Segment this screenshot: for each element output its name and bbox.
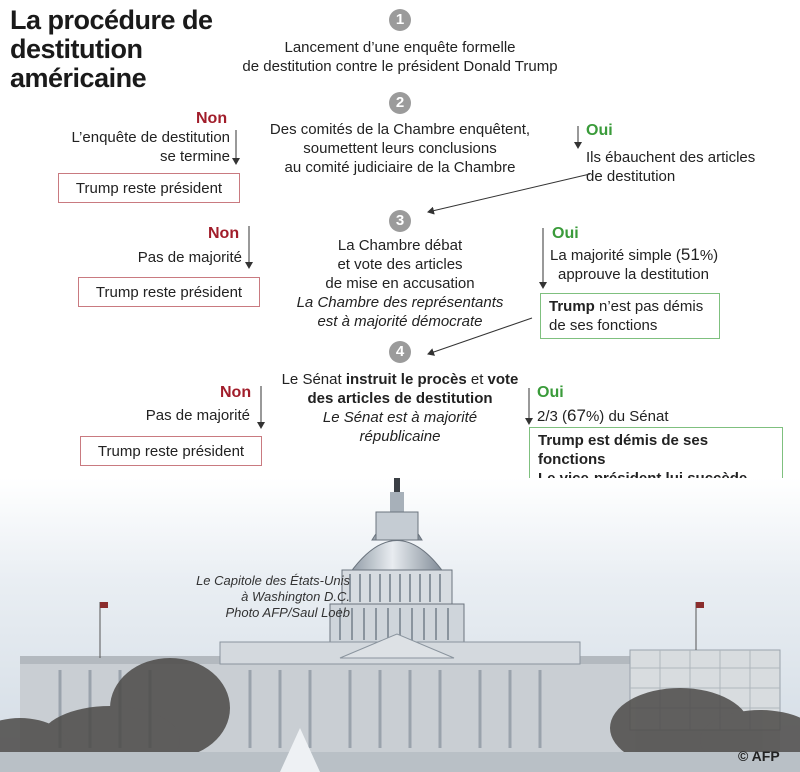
step-4-oui-line-1b: %) du Sénat <box>585 408 669 425</box>
step-3-note-line-2: est à majorité démocrate <box>317 313 483 330</box>
photo-caption-line-1: Le Capitole des États-Unis <box>196 573 350 588</box>
step-4-note-line-1: Le Sénat est à majorité <box>322 409 478 426</box>
step-2-non-line-1: L’enquête de destitution <box>71 129 230 146</box>
step-4-note-line-2: républicaine <box>359 428 441 445</box>
step-4-non-box: Trump reste président <box>80 436 262 466</box>
photo-caption <box>150 573 350 621</box>
step-4-oui-box-line-1: Trump est démis de ses fonctions <box>538 432 709 468</box>
step-4-text-b: instruit le procès <box>345 371 467 388</box>
step-3-oui-line-1b: %) <box>699 247 719 264</box>
step-3-oui-box-bold: Trump <box>549 298 595 315</box>
afp-credit: © AFP <box>738 748 780 764</box>
step-4-line-2: des articles de destitution <box>307 390 493 407</box>
step-3-line-2: et vote des articles <box>337 256 463 273</box>
photo-caption-line-2: à Washington D.C. <box>241 589 350 604</box>
step-3-non-text: Pas de majorité <box>137 249 242 266</box>
step-4-oui-label: Oui <box>537 384 564 401</box>
step-3-line-3: de mise en accusation <box>325 275 475 292</box>
step-2-non-box: Trump reste président <box>58 173 240 203</box>
step-2-non-line-2: se termine <box>159 148 230 165</box>
step-3-line-1: La Chambre débat <box>337 237 463 254</box>
step-4-oui-pct: 67 <box>567 406 586 425</box>
step-2-line-2: soumettent leurs conclusions <box>303 140 497 157</box>
step-3-oui-box-line-2: de ses fonctions <box>549 317 658 334</box>
capitol-photo <box>0 478 800 772</box>
step-3-oui-line-1a: La majorité simple ( <box>550 247 681 264</box>
step-3-to-step-4-arrow <box>428 318 532 354</box>
step-2-to-step-3-arrow <box>428 174 590 212</box>
step-3-number: 3 <box>389 210 411 232</box>
step-1-number: 1 <box>389 9 411 31</box>
step-4-oui-line-1a: 2/3 ( <box>537 408 568 425</box>
step-3-oui-box-rest: n’est pas démis <box>594 298 704 315</box>
step-1-line-2: de destitution contre le président Donald Trump <box>242 58 558 75</box>
step-2-number: 2 <box>389 92 411 114</box>
step-2-oui-line-1: Ils ébauchent des articles <box>586 149 756 166</box>
step-4-text-d: vote <box>487 371 519 388</box>
step-3-note-line-1: La Chambre des représentants <box>296 294 504 311</box>
step-2-line-1: Des comités de la Chambre enquêtent, <box>269 121 531 138</box>
step-3-oui-label: Oui <box>552 225 579 242</box>
step-3-non-label: Non <box>208 225 240 242</box>
step-1-line-1: Lancement d’une enquête formelle <box>284 39 516 56</box>
step-2-line-3: au comité judiciaire de la Chambre <box>284 159 516 176</box>
page-title: La procédure de destitution américaine <box>10 5 213 93</box>
step-3-non-box: Trump reste président <box>78 277 260 307</box>
step-4-non-text: Pas de majorité <box>145 407 250 424</box>
step-2-non-label: Non <box>196 110 228 127</box>
step-4-text-a: Le Sénat <box>281 371 346 388</box>
photo-caption-line-3: Photo AFP/Saul Loeb <box>225 605 350 620</box>
step-4-text-c: et <box>466 371 488 388</box>
step-2-oui-label: Oui <box>586 122 613 139</box>
step-3-oui-line-2: approuve la destitution <box>558 266 709 283</box>
step-3-oui-pct: 51 <box>680 245 700 264</box>
step-4-number: 4 <box>389 341 411 363</box>
step-2-oui-line-2: de destitution <box>586 168 676 185</box>
step-4-non-label: Non <box>220 384 252 401</box>
